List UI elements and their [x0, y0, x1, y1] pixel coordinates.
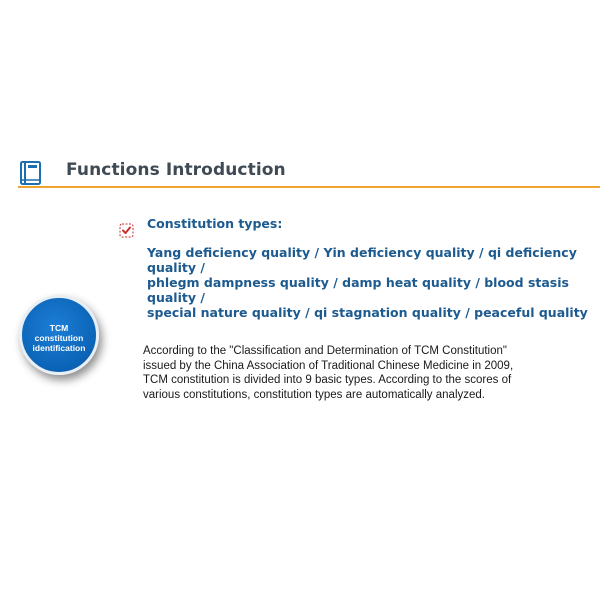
- book-icon: [19, 160, 43, 186]
- title-divider: [18, 186, 600, 188]
- section-title: Functions Introduction: [66, 160, 286, 180]
- checkbox-check-icon: [119, 223, 134, 238]
- badge-label: TCM constitution identification: [32, 323, 86, 353]
- constitution-types-list: Yang deficiency quality / Yin deficiency quality / qi deficiency quality / phlegm dampness quality / damp heat quality / blood stasis quality / special nature quality / qi stagnation quality / peaceful quality: [147, 245, 588, 320]
- description-paragraph: According to the "Classification and Determination of TCM Constitution" issued by the China Association of Traditional Chinese Medicine in 2009, TCM constitution is divided into 9 basic types. According to the scores of various constitutions, constitution types are automatically analyzed.: [143, 345, 514, 401]
- constitution-types-label: Constitution types:: [147, 216, 283, 231]
- tcm-identification-badge: [19, 295, 99, 375]
